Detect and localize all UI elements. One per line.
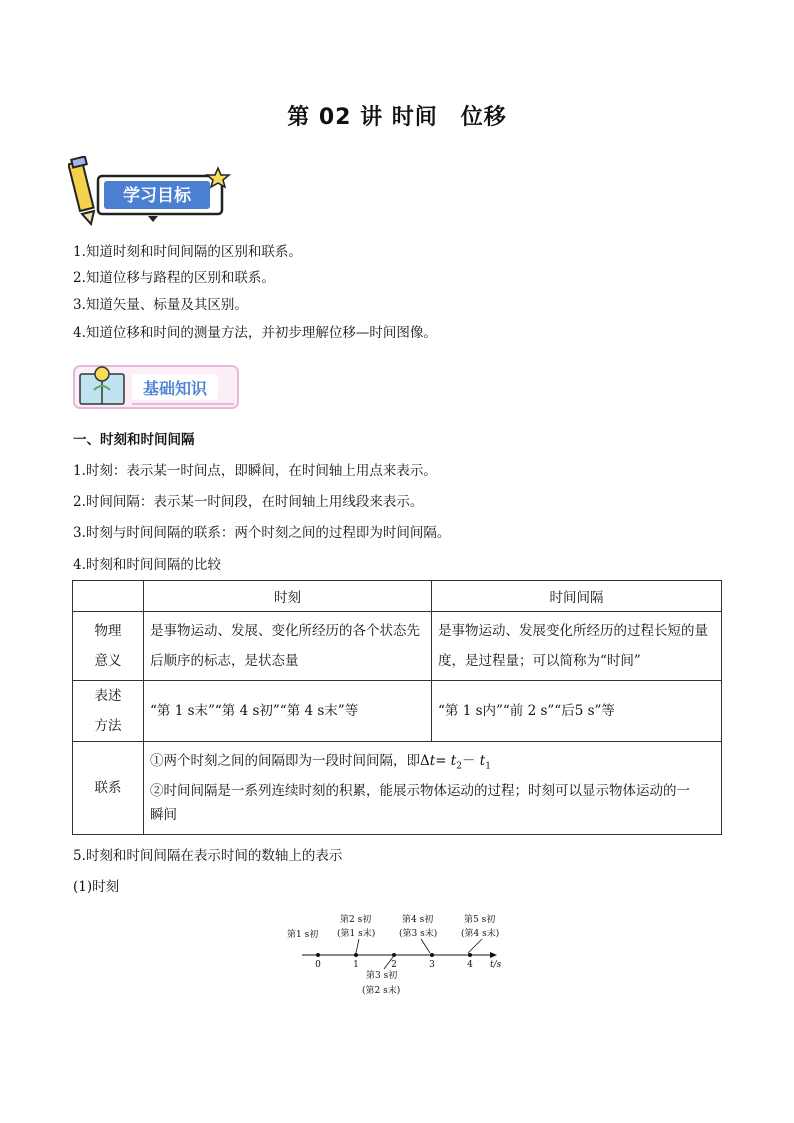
axis-label: t/s (490, 960, 502, 970)
timeline-tick-label-0: 0 (315, 960, 321, 970)
label-moment-0: 第1 s初 (287, 930, 319, 940)
table-row (73, 681, 722, 742)
cell-interval-meaning: 是事物运动、发展变化所经历的过程长短的量 度，是过程量；可以简称为“时间” (432, 612, 722, 681)
item-1: 1.时刻：表示某一时间点，即瞬间，在时间轴上用点来表示。 (73, 463, 437, 479)
sub-heading-moment: (1)时刻 (73, 879, 120, 895)
pencil-icon (68, 156, 94, 224)
timeline-point-3 (430, 953, 434, 957)
item-3: 3.时刻与时间间隔的联系：两个时刻之间的过程即为时间间隔。 (73, 525, 451, 541)
goal-2: 2.知道位移与路程的区别和联系。 (73, 270, 275, 286)
table-header-moment: 时刻 (144, 581, 432, 612)
label-moment-4a: 第5 s初 (464, 915, 496, 925)
timeline-point-2 (392, 953, 396, 957)
cell-interval-expression: “第 1 s内”“前 2 s”“后5 s”等 (432, 681, 722, 742)
label-moment-3b: (第3 s末) (399, 929, 438, 939)
row-label-relation: 联系 (73, 742, 144, 835)
label-moment-1a: 第2 s初 (340, 915, 372, 925)
timeline-tick-label-3: 3 (429, 960, 435, 970)
axis-arrow-icon (490, 952, 497, 958)
timeline-point-0 (316, 953, 320, 957)
learning-goals-banner (68, 156, 233, 228)
table-header-row (73, 581, 722, 612)
table-corner (73, 581, 144, 612)
label-moment-1b: (第1 s末) (337, 929, 376, 939)
label-moment-4b: (第4 s末) (461, 929, 500, 939)
basic-knowledge-banner (72, 360, 242, 415)
cell-moment-meaning: 是事物运动、发展、变化所经历的各个状态先 后顺序的标志，是状态量 (144, 612, 432, 681)
banner2-label: 基础知识 (142, 379, 208, 398)
timeline-diagram (280, 906, 520, 1002)
timeline-tick-label-2: 2 (391, 960, 397, 970)
goal-1: 1.知道时刻和时间间隔的区别和联系。 (73, 244, 302, 260)
table-row (73, 742, 722, 835)
row-label-expression: 表述 方法 (73, 681, 144, 742)
label-moment-2a: 第3 s初 (366, 971, 398, 981)
cell-relation (144, 742, 722, 835)
goal-3: 3.知道矢量、标量及其区别。 (73, 297, 248, 313)
timeline-point-4 (468, 953, 472, 957)
timeline-tick-label-4: 4 (467, 960, 473, 970)
item-5: 5.时刻和时间间隔在表示时间的数轴上的表示 (73, 848, 343, 864)
timeline-tick-label-1: 1 (353, 960, 359, 970)
page-title: 第 02 讲 时间 位移 (287, 105, 507, 130)
item-4: 4.时刻和时间间隔的比较 (73, 557, 221, 573)
label-moment-2b: (第2 s末) (362, 986, 401, 996)
timeline-point-1 (354, 953, 358, 957)
relation-line-3: 瞬间 (150, 806, 177, 823)
goal-4: 4.知道位移和时间的测量方法，并初步理解位移—时间图像。 (73, 325, 437, 341)
section-heading: 一、时刻和时间间隔 (73, 432, 195, 448)
row-label-meaning: 物理 意义 (73, 612, 144, 681)
star-icon (207, 168, 229, 187)
label-moment-3a: 第4 s初 (402, 915, 434, 925)
relation-line-1: ①两个时刻之间的间隔即为一段时间间隔，即$\Delta t= t_2- t_1$ (150, 753, 491, 772)
heart-icon (148, 216, 158, 222)
table-row (73, 612, 722, 681)
comparison-table (72, 580, 722, 835)
cell-moment-expression: “第 1 s末”“第 4 s初”“第 4 s末”等 (144, 681, 432, 742)
banner1-label: 学习目标 (123, 186, 191, 206)
table-header-interval: 时间间隔 (432, 581, 722, 612)
item-2: 2.时间间隔：表示某一时间段，在时间轴上用线段来表示。 (73, 494, 424, 510)
relation-line-2: ②时间间隔是一系列连续时刻的积累，能展示物体运动的过程；时刻可以显示物体运动的一 (150, 782, 690, 799)
